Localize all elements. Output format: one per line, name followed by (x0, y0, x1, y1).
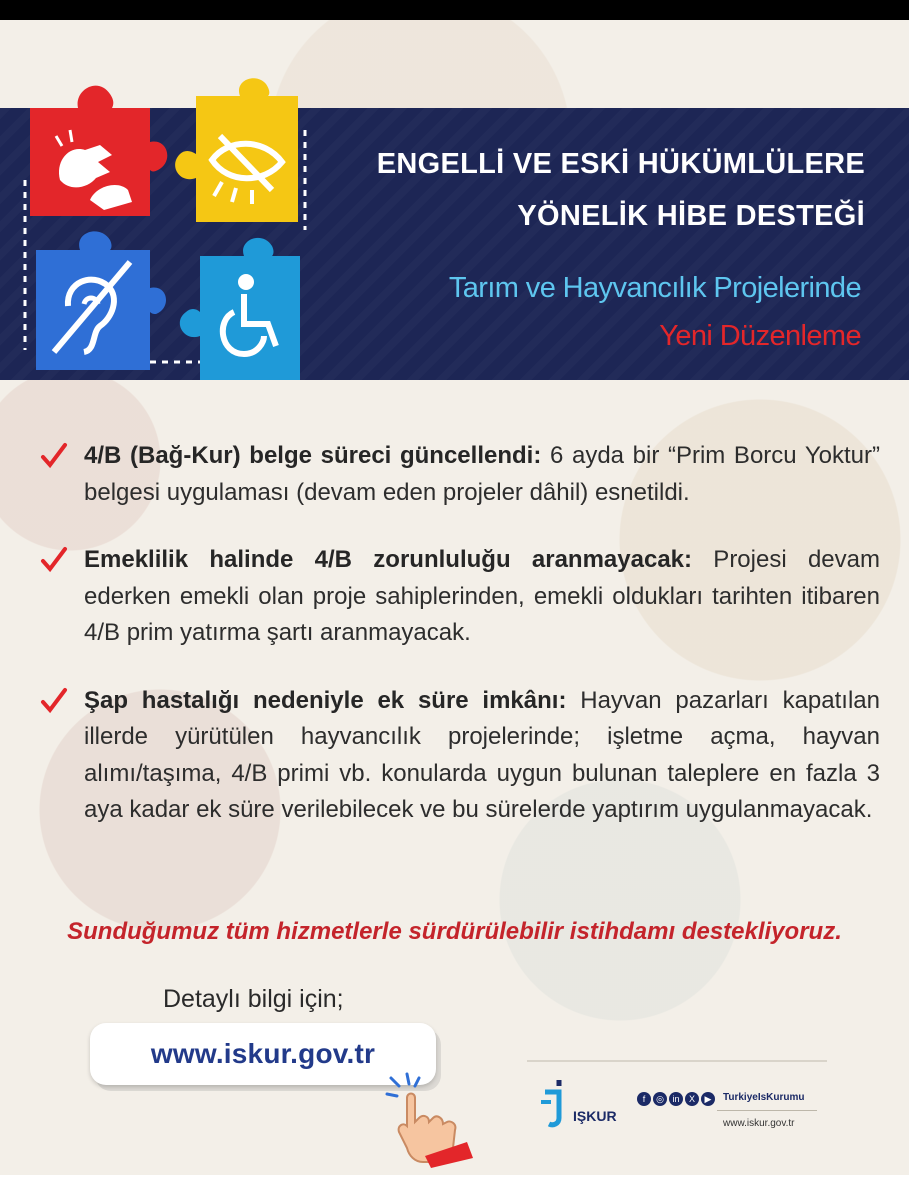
footer-url[interactable]: www.iskur.gov.tr (723, 1118, 795, 1129)
puzzle-illustration (0, 50, 340, 400)
checkmark-icon (40, 442, 68, 470)
title-line-2: YÖNELİK HİBE DESTEĞİ (517, 200, 865, 232)
pointing-hand-icon (385, 1072, 477, 1168)
subtitle-line-1: Tarım ve Hayvancılık Projelerinde (448, 272, 861, 304)
footer-branding (527, 1060, 827, 1140)
social-icons (637, 1092, 715, 1106)
website-link[interactable]: www.iskur.gov.tr (90, 1023, 436, 1085)
bullet-heading: Şap hastalığı nedeniyle ek süre imkânı: (84, 686, 567, 714)
visually-impaired-icon (175, 78, 298, 222)
social-handle: TurkiyeIsKurumu (723, 1092, 805, 1103)
x-icon[interactable]: X (685, 1092, 699, 1106)
bullet-text: 6 ayda bir “Prim Borcu Yoktur” belgesi uygulaması (devam eden projeler dâhil) esnetildi. (84, 442, 880, 506)
detail-label: Detaylı bilgi için; (163, 985, 344, 1013)
wheelchair-icon (180, 238, 300, 380)
subtitle-line-2: Yeni Düzenleme (659, 320, 861, 352)
hearing-impaired-icon (36, 231, 166, 370)
slogan: Sunduğumuz tüm hizmetlerle sürdürülebilir istihdamı destekliyoruz. (67, 918, 842, 945)
bullet-heading: Emeklilik halinde 4/B zorunluluğu aranmayacak: (84, 546, 693, 573)
sign-language-icon (30, 86, 167, 216)
checkmark-icon (40, 546, 68, 574)
footer-brand-name: IŞKUR (573, 1108, 617, 1124)
bullet-item (40, 683, 880, 829)
footer-divider (527, 1060, 827, 1062)
youtube-icon[interactable]: ▶ (701, 1092, 715, 1106)
bullet-text: Projesi devam ederken emekli olan proje sahiplerinden, emekli oldukları tarihten itibaren 4/B prim yatırma şartı aranmayacak. (84, 546, 880, 646)
bullet-item (40, 438, 880, 511)
bullet-list (40, 438, 880, 829)
linkedin-icon[interactable]: in (669, 1092, 683, 1106)
bullet-text: Hayvan pazarları kapatılan illerde yürütülen hayvancılık projelerinde; işletme açma, hayvan alımı/taşıma, 4/B primi vb. konularda uygun bulunan taleplere en fazla 3 aya kadar ek süre verilebilecek ve bu sürelerde yaptırım uygulanmayacak. (84, 686, 880, 823)
poster (0, 20, 909, 1175)
checkmark-icon (40, 687, 68, 715)
title-line-1: ENGELLİ VE ESKİ HÜKÜMLÜLERE (376, 148, 865, 180)
bullet-item (40, 542, 880, 652)
top-bar (0, 0, 909, 20)
footer-rule (717, 1110, 817, 1111)
facebook-icon[interactable]: f (637, 1092, 651, 1106)
bullet-heading: 4/B (Bağ-Kur) belge süreci güncellendi: (84, 442, 542, 469)
instagram-icon[interactable]: ◎ (653, 1092, 667, 1106)
iskur-logo-icon (537, 1070, 573, 1132)
